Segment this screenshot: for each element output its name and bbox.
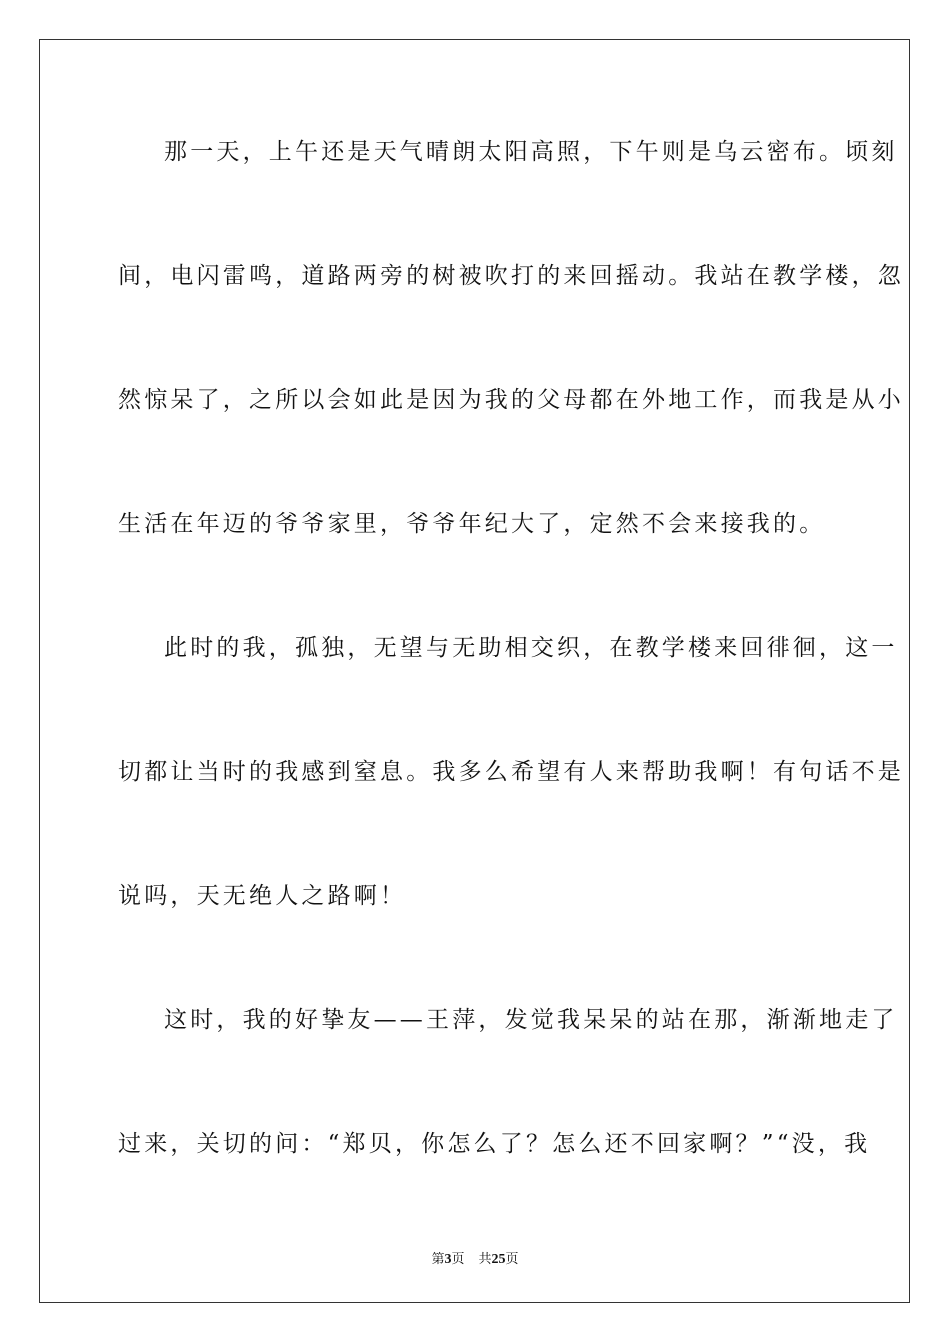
page-suffix: 页 — [451, 1252, 465, 1267]
page-border — [39, 39, 910, 1303]
paragraph-2-line-3: 说吗，天无绝人之路啊！ — [118, 883, 407, 909]
total-suffix: 页 — [505, 1252, 519, 1267]
paragraph-1-line-4: 生活在年迈的爷爷家里，爷爷年纪大了，定然不会来接我的。 — [118, 511, 826, 537]
page-number: 3 — [444, 1252, 452, 1267]
total-prefix: 共 — [478, 1252, 492, 1267]
paragraph-1-line-3: 然惊呆了，之所以会如此是因为我的父母都在外地工作，而我是从小 — [118, 387, 904, 413]
paragraph-1-line-1: 那一天，上午还是天气晴朗太阳高照，下午则是乌云密布。顷刻 — [164, 139, 898, 165]
paragraph-2-line-1: 此时的我，孤独，无望与无助相交织，在教学楼来回徘徊，这一 — [164, 635, 898, 661]
paragraph-2-line-2: 切都让当时的我感到窒息。我多么希望有人来帮助我啊！有句话不是 — [118, 759, 904, 785]
total-pages: 25 — [491, 1252, 506, 1267]
paragraph-1-line-2: 间，电闪雷鸣，道路两旁的树被吹打的来回摇动。我站在教学楼，忽 — [118, 263, 904, 289]
page-prefix: 第 — [431, 1252, 445, 1267]
paragraph-3-line-2: 过来，关切的问：“郑贝，你怎么了？怎么还不回家啊？”“没，我 — [118, 1131, 871, 1157]
page-footer — [0, 1248, 950, 1268]
paragraph-3-line-1: 这时，我的好挚友——王萍，发觉我呆呆的站在那，渐渐地走了 — [164, 1007, 898, 1033]
